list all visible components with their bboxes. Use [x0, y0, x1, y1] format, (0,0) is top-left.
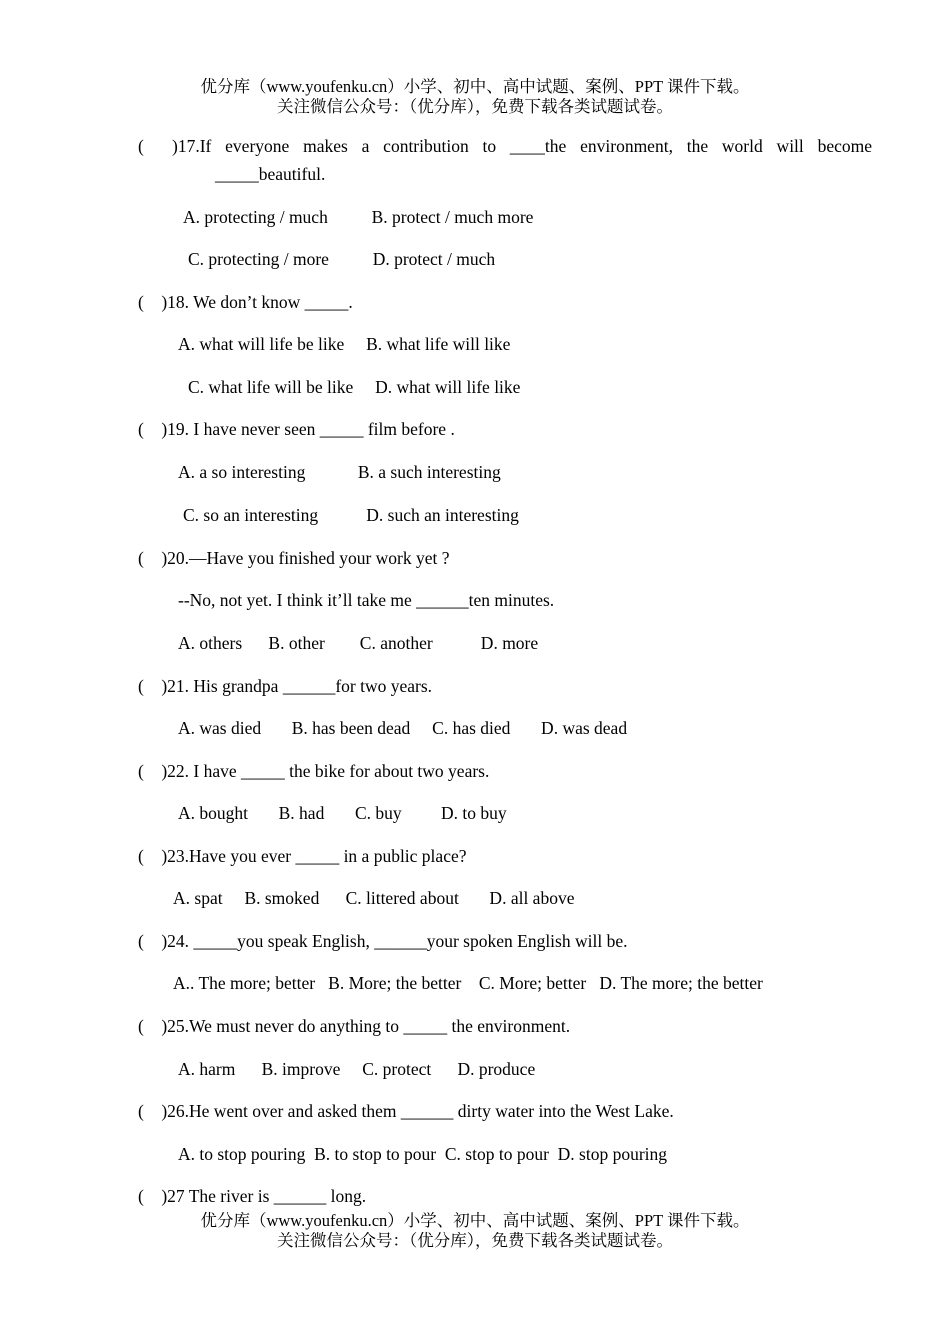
q18-options-row-2: C. what life will be like D. what will life like — [188, 377, 521, 397]
q22-options-row-1: A. bought B. had C. buy D. to buy — [178, 803, 507, 823]
header-line-2: 关注微信公众号：（优分库），免费下载各类试题试卷。 — [277, 97, 673, 116]
q24-stem: ( )24. _____you speak English, ______your spoken English will be. — [138, 931, 628, 951]
q25-options-row-1: A. harm B. improve C. protect D. produce — [178, 1059, 536, 1079]
q22-stem: ( )22. I have _____ the bike for about two years. — [138, 761, 490, 781]
q18-stem: ( )18. We don’t know _____. — [138, 292, 353, 312]
q26-stem: ( )26.He went over and asked them ______ dirty water into the West Lake. — [138, 1101, 674, 1121]
q25-stem: ( )25.We must never do anything to _____ the environment. — [138, 1016, 571, 1036]
q20-stem: ( )20.—Have you finished your work yet ? — [138, 548, 450, 568]
q20-stem-line-2: --No, not yet. I think it’ll take me ______ten minutes. — [178, 590, 555, 610]
q17-stem-line-2: _____beautiful. — [215, 164, 326, 184]
page-footer — [0, 1211, 950, 1251]
page-header — [0, 77, 950, 117]
q26-options-row-1: A. to stop pouring B. to stop to pour C. stop to pour D. stop pouring — [178, 1144, 668, 1164]
q23-stem: ( )23.Have you ever _____ in a public place? — [138, 846, 467, 866]
q21-options-row-1: A. was died B. has been dead C. has died D. was dead — [178, 718, 628, 738]
q27-stem: ( )27 The river is ______ long. — [138, 1186, 367, 1206]
header-line-1: 优分库（www.youfenku.cn）小学、初中、高中试题、案例、PPT 课件下载。 — [200, 77, 750, 96]
q17-options-row-2: C. protecting / more D. protect / much — [188, 249, 496, 269]
footer-line-1: 优分库（www.youfenku.cn）小学、初中、高中试题、案例、PPT 课件下载。 — [200, 1211, 750, 1230]
q17-paren: ( — [138, 136, 144, 156]
footer-line-2: 关注微信公众号：（优分库），免费下载各类试题试卷。 — [277, 1231, 673, 1250]
q18-options-row-1: A. what will life be like B. what life will like — [178, 334, 511, 354]
q17-options-row-1: A. protecting / much B. protect / much more — [183, 207, 534, 227]
q19-options-row-2: C. so an interesting D. such an interesting — [183, 505, 519, 525]
q23-options-row-1: A. spat B. smoked C. littered about D. all above — [173, 888, 575, 908]
q20-options-row-1: A. others B. other C. another D. more — [178, 633, 539, 653]
q17-stem-line-1: )17.If everyone makes a contribution to ____the environment, the world will become — [172, 136, 872, 156]
q19-stem: ( )19. I have never seen _____ film before . — [138, 419, 455, 439]
q21-stem: ( )21. His grandpa ______for two years. — [138, 676, 433, 696]
q24-options-row-1: A.. The more; better B. More; the better C. More; better D. The more; the better — [173, 973, 763, 993]
q19-options-row-1: A. a so interesting B. a such interesting — [178, 462, 501, 482]
